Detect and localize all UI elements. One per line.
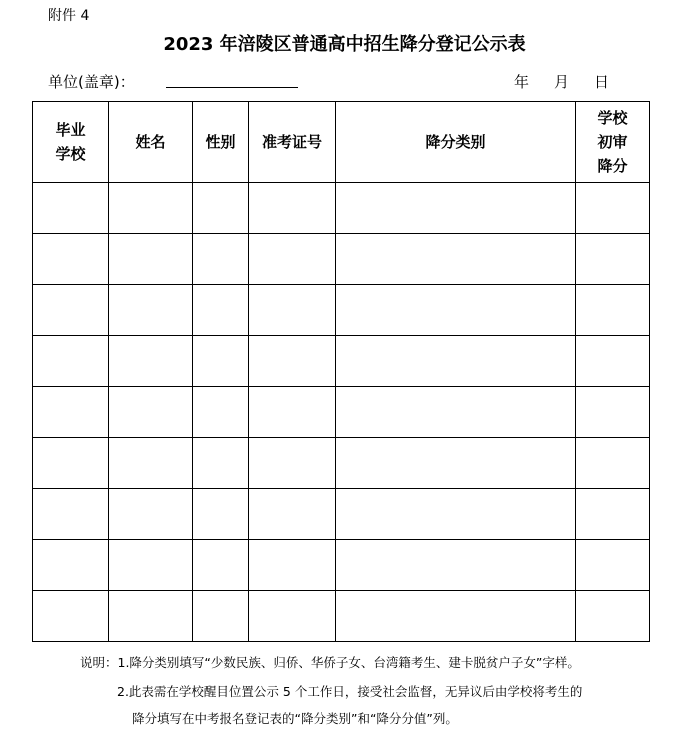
exam-id-cell[interactable] [249,489,336,540]
review-cell[interactable] [576,285,650,336]
table-row [33,540,650,591]
date-day-label: 日 [594,73,610,91]
attachment-label: 附件 4 [48,8,90,24]
review-cell[interactable] [576,591,650,642]
school-cell[interactable] [33,183,109,234]
table-row [33,438,650,489]
gender-cell[interactable] [193,336,249,387]
col-gender: 性别 [193,102,249,183]
table-row [33,387,650,438]
page-title: 2023 年涪陵区普通高中招生降分登记公示表 [163,34,526,55]
review-cell[interactable] [576,438,650,489]
exam-id-cell[interactable] [249,336,336,387]
table-row [33,489,650,540]
name-cell[interactable] [109,387,193,438]
category-cell[interactable] [336,489,576,540]
unit-seal-label: 单位(盖章)： [48,73,135,91]
school-cell[interactable] [33,387,109,438]
name-cell[interactable] [109,540,193,591]
gender-cell[interactable] [193,591,249,642]
col-exam-id: 准考证号 [249,102,336,183]
category-cell[interactable] [336,591,576,642]
school-cell[interactable] [33,336,109,387]
table-body [33,183,650,642]
gender-cell[interactable] [193,234,249,285]
school-cell[interactable] [33,285,109,336]
category-cell[interactable] [336,438,576,489]
note-line-3: 降分填写在中考报名登记表的“降分类别”和“降分分值”列。 [132,711,458,726]
table-row [33,336,650,387]
exam-id-cell[interactable] [249,591,336,642]
table-row [33,285,650,336]
exam-id-cell[interactable] [249,183,336,234]
table-row [33,591,650,642]
review-cell[interactable] [576,489,650,540]
category-cell[interactable] [336,336,576,387]
exam-id-cell[interactable] [249,438,336,489]
gender-cell[interactable] [193,438,249,489]
name-cell[interactable] [109,336,193,387]
school-cell[interactable] [33,234,109,285]
unit-signature-line [166,87,298,88]
school-cell[interactable] [33,591,109,642]
table-row [33,234,650,285]
col-graduation-school: 毕业 学校 [33,102,109,183]
name-cell[interactable] [109,285,193,336]
gender-cell[interactable] [193,540,249,591]
category-cell[interactable] [336,183,576,234]
exam-id-cell[interactable] [249,387,336,438]
exam-id-cell[interactable] [249,234,336,285]
school-cell[interactable] [33,540,109,591]
name-cell[interactable] [109,489,193,540]
table-header-row [33,102,650,183]
school-cell[interactable] [33,489,109,540]
category-cell[interactable] [336,234,576,285]
gender-cell[interactable] [193,489,249,540]
exam-id-cell[interactable] [249,285,336,336]
category-cell[interactable] [336,387,576,438]
note-line-2: 2.此表需在学校醒目位置公示 5 个工作日，接受社会监督，无异议后由学校将考生的 [117,684,583,699]
col-name: 姓名 [109,102,193,183]
table-row [33,183,650,234]
name-cell[interactable] [109,438,193,489]
unit-row [48,71,648,93]
gender-cell[interactable] [193,285,249,336]
review-cell[interactable] [576,387,650,438]
name-cell[interactable] [109,234,193,285]
date-year-label: 年 [514,73,530,91]
registration-table [32,101,650,642]
school-cell[interactable] [33,438,109,489]
review-cell[interactable] [576,540,650,591]
col-school-review: 学校 初审 降分 [576,102,650,183]
date-month-label: 月 [554,73,570,91]
gender-cell[interactable] [193,183,249,234]
note-line-1: 说明：1.降分类别填写“少数民族、归侨、华侨子女、台湾籍考生、建卡脱贫户子女”字样。 [80,655,580,670]
category-cell[interactable] [336,285,576,336]
exam-id-cell[interactable] [249,540,336,591]
category-cell[interactable] [336,540,576,591]
review-cell[interactable] [576,234,650,285]
gender-cell[interactable] [193,387,249,438]
col-reduction-category: 降分类别 [336,102,576,183]
review-cell[interactable] [576,336,650,387]
name-cell[interactable] [109,591,193,642]
name-cell[interactable] [109,183,193,234]
review-cell[interactable] [576,183,650,234]
